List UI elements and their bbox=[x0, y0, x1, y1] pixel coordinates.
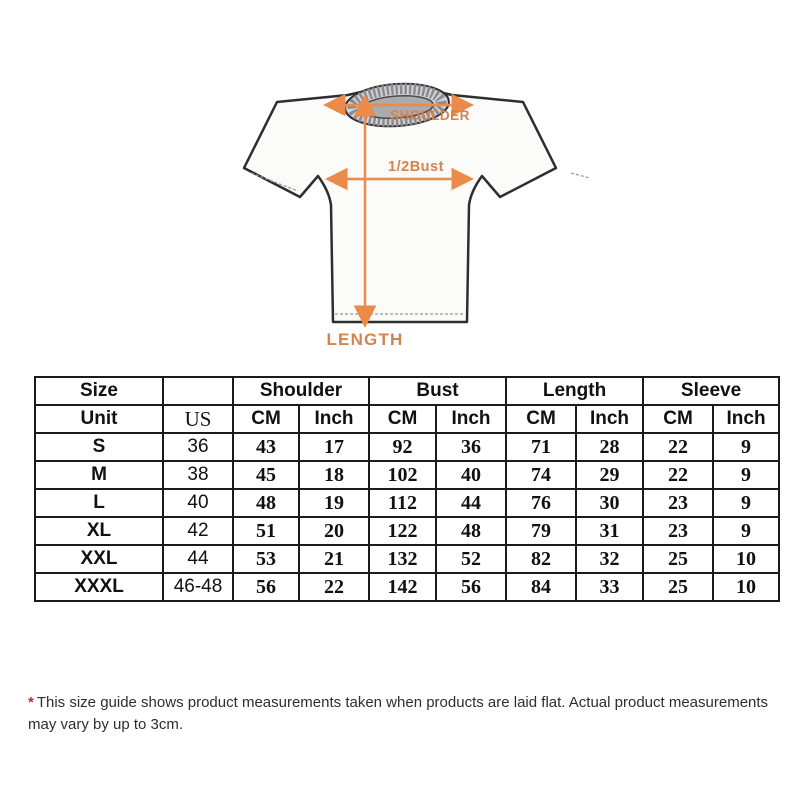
measurement-cell: 10 bbox=[713, 573, 779, 601]
footnote-text: This size guide shows product measurements taken when products are laid flat. Actual product measurements may vary by up to 3cm. bbox=[28, 694, 769, 733]
size-table-body bbox=[35, 433, 779, 601]
footnote bbox=[28, 692, 778, 736]
bust-label: 1/2Bust bbox=[388, 159, 444, 175]
measurement-cell: 122 bbox=[369, 517, 436, 545]
measurement-cell: 132 bbox=[369, 545, 436, 573]
measurement-cell: 82 bbox=[506, 545, 576, 573]
header-length-inch: Inch bbox=[576, 405, 643, 433]
us-size-cell: 42 bbox=[163, 517, 233, 545]
length-label: LENGTH bbox=[326, 330, 404, 349]
measurement-cell: 92 bbox=[369, 433, 436, 461]
header-size: Size bbox=[35, 377, 163, 405]
header-length-cm: CM bbox=[506, 405, 576, 433]
header-empty bbox=[163, 377, 233, 405]
us-size-cell: 46-48 bbox=[163, 573, 233, 601]
size-label-cell: XXL bbox=[35, 545, 163, 573]
us-size-cell: 40 bbox=[163, 489, 233, 517]
us-size-cell: 38 bbox=[163, 461, 233, 489]
table-header-row-units bbox=[35, 405, 779, 433]
right-cuff-stitch bbox=[571, 173, 590, 191]
measurement-cell: 44 bbox=[436, 489, 506, 517]
measurement-cell: 53 bbox=[233, 545, 299, 573]
shoulder-label: SHOULDER bbox=[390, 108, 470, 123]
measurement-cell: 142 bbox=[369, 573, 436, 601]
measurement-cell: 71 bbox=[506, 433, 576, 461]
measurement-cell: 33 bbox=[576, 573, 643, 601]
measurement-cell: 20 bbox=[299, 517, 369, 545]
measurement-cell: 112 bbox=[369, 489, 436, 517]
header-us: US bbox=[163, 405, 233, 433]
measurement-cell: 25 bbox=[643, 573, 713, 601]
header-shoulder: Shoulder bbox=[233, 377, 369, 405]
measurement-cell: 23 bbox=[643, 517, 713, 545]
table-row bbox=[35, 545, 779, 573]
size-label-cell: XL bbox=[35, 517, 163, 545]
measurement-cell: 36 bbox=[436, 433, 506, 461]
measurement-cell: 30 bbox=[576, 489, 643, 517]
header-length: Length bbox=[506, 377, 643, 405]
size-label-cell: M bbox=[35, 461, 163, 489]
measurement-cell: 79 bbox=[506, 517, 576, 545]
header-sleeve-cm: CM bbox=[643, 405, 713, 433]
header-bust: Bust bbox=[369, 377, 506, 405]
table-header-row-groups bbox=[35, 377, 779, 405]
header-shoulder-inch: Inch bbox=[299, 405, 369, 433]
measurement-cell: 22 bbox=[299, 573, 369, 601]
table-row bbox=[35, 461, 779, 489]
measurement-cell: 56 bbox=[233, 573, 299, 601]
table-row bbox=[35, 517, 779, 545]
measurement-cell: 102 bbox=[369, 461, 436, 489]
measurement-cell: 48 bbox=[233, 489, 299, 517]
header-bust-cm: CM bbox=[369, 405, 436, 433]
measurement-cell: 18 bbox=[299, 461, 369, 489]
measurement-cell: 22 bbox=[643, 433, 713, 461]
size-label-cell: S bbox=[35, 433, 163, 461]
measurement-cell: 52 bbox=[436, 545, 506, 573]
table-row bbox=[35, 573, 779, 601]
header-sleeve: Sleeve bbox=[643, 377, 779, 405]
measurement-cell: 40 bbox=[436, 461, 506, 489]
footnote-asterisk: * bbox=[28, 694, 34, 711]
measurement-cell: 32 bbox=[576, 545, 643, 573]
measurement-cell: 10 bbox=[713, 545, 779, 573]
measurement-cell: 9 bbox=[713, 489, 779, 517]
measurement-cell: 31 bbox=[576, 517, 643, 545]
measurement-cell: 45 bbox=[233, 461, 299, 489]
header-unit: Unit bbox=[35, 405, 163, 433]
table-row bbox=[35, 433, 779, 461]
measurement-cell: 22 bbox=[643, 461, 713, 489]
header-sleeve-inch: Inch bbox=[713, 405, 779, 433]
size-label-cell: XXXL bbox=[35, 573, 163, 601]
size-label-cell: L bbox=[35, 489, 163, 517]
measurement-cell: 84 bbox=[506, 573, 576, 601]
tshirt-measurement-diagram bbox=[230, 75, 590, 365]
size-table bbox=[34, 376, 780, 602]
measurement-cell: 9 bbox=[713, 433, 779, 461]
measurement-cell: 17 bbox=[299, 433, 369, 461]
measurement-cell: 19 bbox=[299, 489, 369, 517]
measurement-cell: 28 bbox=[576, 433, 643, 461]
measurement-cell: 9 bbox=[713, 517, 779, 545]
measurement-cell: 29 bbox=[576, 461, 643, 489]
tshirt-illustration bbox=[230, 75, 590, 365]
header-bust-inch: Inch bbox=[436, 405, 506, 433]
measurement-cell: 76 bbox=[506, 489, 576, 517]
table-row bbox=[35, 489, 779, 517]
measurement-cell: 43 bbox=[233, 433, 299, 461]
measurement-cell: 51 bbox=[233, 517, 299, 545]
measurement-cell: 74 bbox=[506, 461, 576, 489]
header-shoulder-cm: CM bbox=[233, 405, 299, 433]
measurement-cell: 23 bbox=[643, 489, 713, 517]
measurement-cell: 9 bbox=[713, 461, 779, 489]
measurement-cell: 48 bbox=[436, 517, 506, 545]
us-size-cell: 44 bbox=[163, 545, 233, 573]
measurement-cell: 56 bbox=[436, 573, 506, 601]
measurement-cell: 25 bbox=[643, 545, 713, 573]
us-size-cell: 36 bbox=[163, 433, 233, 461]
measurement-cell: 21 bbox=[299, 545, 369, 573]
